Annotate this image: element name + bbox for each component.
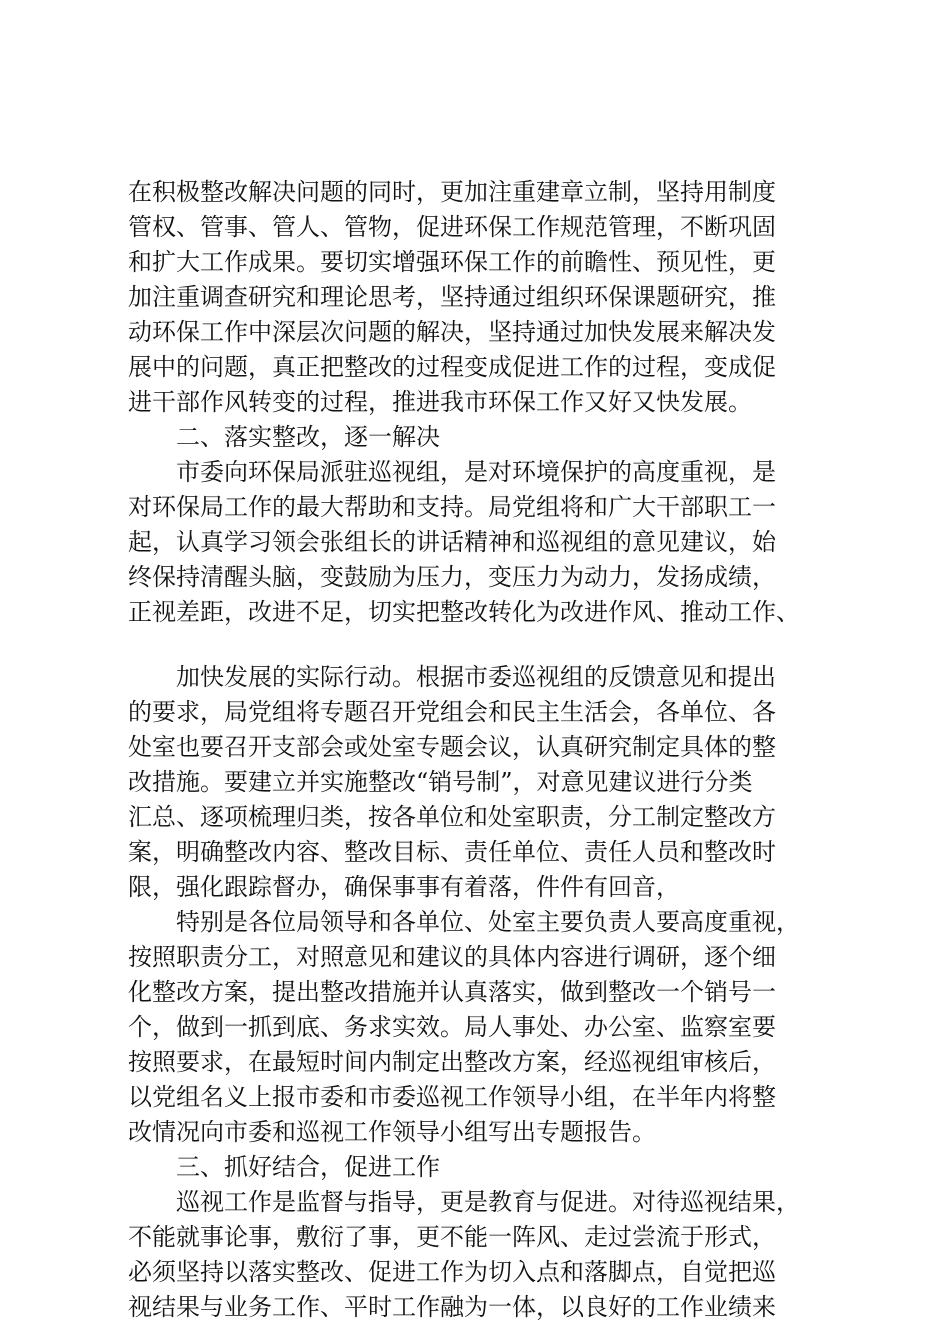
- section-heading: 三、抓好结合，促进工作: [176, 1153, 440, 1181]
- paragraph-line: 在积极整改解决问题的同时，更加注重建章立制，坚持用制度: [128, 178, 776, 206]
- paragraph-line: 管权、管事、管人、管物，促进环保工作规范管理，不断巩固: [128, 213, 776, 241]
- paragraph-line: 展中的问题，真正把整改的过程变成促进工作的过程，变成促: [128, 353, 776, 381]
- paragraph-line: 终保持清醒头脑，变鼓励为压力，变压力为动力，发扬成绩，: [128, 563, 776, 591]
- paragraph-line: 改情况向市委和巡视工作领导小组写出专题报告。: [128, 1118, 656, 1146]
- paragraph-line: 个，做到一抓到底、务求实效。局人事处、办公室、监察室要: [128, 1013, 776, 1041]
- paragraph-line: 动环保工作中深层次问题的解决，坚持通过加快发展来解决发: [128, 318, 776, 346]
- paragraph-line: 对环保局工作的最大帮助和支持。局党组将和广大干部职工一: [128, 493, 776, 521]
- paragraph-line: 视结果与业务工作、平时工作融为一体，以良好的工作业绩来: [128, 1293, 776, 1321]
- paragraph-line: 正视差距，改进不足，切实把整改转化为改进作风、推动工作、: [128, 598, 800, 626]
- paragraph-line: 特别是各位局领导和各单位、处室主要负责人要高度重视，: [176, 908, 800, 936]
- paragraph-line: 按照要求，在最短时间内制定出整改方案，经巡视组审核后，: [128, 1048, 776, 1076]
- paragraph-line: 案，明确整改内容、整改目标、责任单位、责任人员和整改时: [128, 838, 776, 866]
- paragraph-line: 加注重调查研究和理论思考，坚持通过组织环保课题研究，推: [128, 283, 776, 311]
- paragraph-line: 汇总、逐项梳理归类，按各单位和处室职责，分工制定整改方: [128, 803, 776, 831]
- section-heading: 二、落实整改，逐一解决: [176, 423, 440, 451]
- paragraph-line: 的要求，局党组将专题召开党组会和民主生活会，各单位、各: [128, 698, 776, 726]
- paragraph-line: 加快发展的实际行动。根据市委巡视组的反馈意见和提出: [176, 663, 776, 691]
- paragraph-line: 市委向环保局派驻巡视组，是对环境保护的高度重视，是: [176, 458, 776, 486]
- paragraph-line: 限，强化跟踪督办，确保事事有着落，件件有回音，: [128, 873, 680, 901]
- paragraph-line: 以党组名义上报市委和市委巡视工作领导小组，在半年内将整: [128, 1083, 776, 1111]
- paragraph-line: 处室也要召开支部会或处室专题会议，认真研究制定具体的整: [128, 733, 776, 761]
- paragraph-line: 必须坚持以落实整改、促进工作为切入点和落脚点，自觉把巡: [128, 1258, 776, 1286]
- paragraph-line: 巡视工作是监督与指导，更是教育与促进。对待巡视结果，: [176, 1188, 800, 1216]
- paragraph-line: 起，认真学习领会张组长的讲话精神和巡视组的意见建议，始: [128, 528, 776, 556]
- paragraph-line: 和扩大工作成果。要切实增强环保工作的前瞻性、预见性，更: [128, 248, 776, 276]
- paragraph-line: 按照职责分工，对照意见和建议的具体内容进行调研，逐个细: [128, 943, 776, 971]
- paragraph-line: 不能就事论事，敷衍了事，更不能一阵风、走过尝流于形式，: [128, 1223, 776, 1251]
- paragraph-line: 化整改方案，提出整改措施并认真落实，做到整改一个销号一: [128, 978, 776, 1006]
- paragraph-line: 改措施。要建立并实施整改“销号制”，对意见建议进行分类: [128, 768, 753, 796]
- paragraph-line: 进干部作风转变的过程，推进我市环保工作又好又快发展。: [128, 388, 752, 416]
